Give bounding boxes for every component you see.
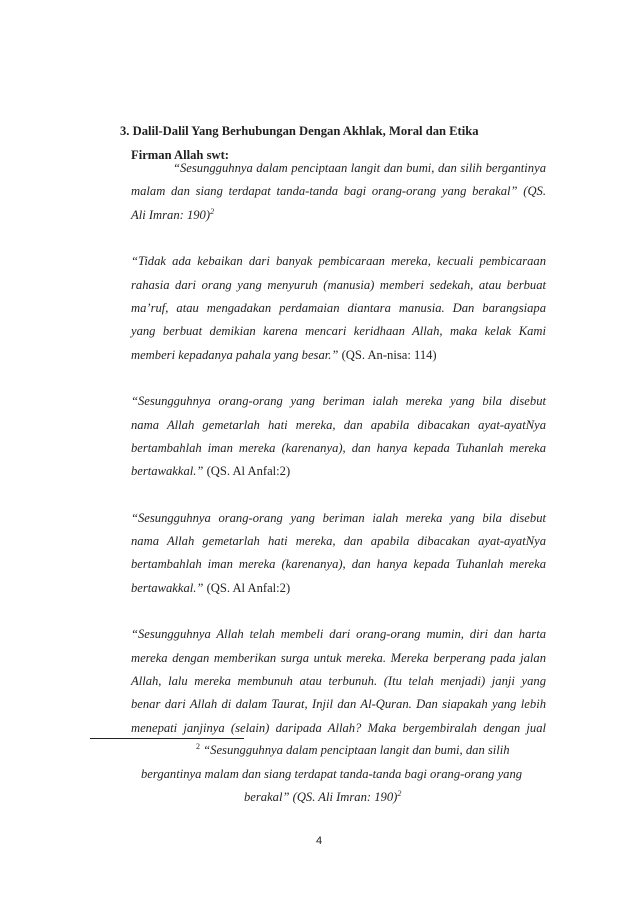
quote-3-citation: (QS. Al Anfal:2)	[203, 464, 291, 478]
quote-2-line-1: “Tidak ada kebaikan dari banyak pembicaraan mereka, kecuali pembicaraan	[131, 254, 546, 268]
quote-4-line-2: nama Allah gemetarlah hati mereka, dan apabila dibacakan ayat-ayatNya	[131, 534, 546, 548]
footnote-text-3: berakal” (QS. Ali Imran: 190)	[244, 790, 398, 804]
quote-4-citation: (QS. Al Anfal:2)	[203, 581, 291, 595]
quote-2-citation: (QS. An-nisa: 114)	[338, 348, 437, 362]
quote-3-line-4	[131, 463, 546, 479]
quote-2-line-4: yang berbuat demikian karena mencari keridhaan Allah, maka kelak Kami	[131, 324, 546, 338]
quote-2-line-5	[131, 347, 546, 363]
quote-4-line-1: “Sesungguhnya orang-orang yang beriman ialah mereka yang bila disebut	[131, 511, 546, 525]
footnote-ref-2: 2	[397, 788, 402, 798]
quote-1-ref: Ali Imran: 190)	[131, 208, 211, 222]
quote-2-line-3: ma’ruf, atau mengadakan perdamaian diantara manusia. Dan barangsiapa	[131, 301, 546, 315]
quote-1-line-3	[131, 207, 546, 223]
quote-5-line-1: “Sesungguhnya Allah telah membeli dari orang-orang mumin, diri dan harta	[131, 627, 546, 641]
quote-1-line-2: malam dan siang terdapat tanda-tanda bagi orang-orang yang berakal” (QS.	[131, 184, 546, 198]
footnote-text-1: “Sesungguhnya dalam penciptaan langit dan bumi, dan silih	[200, 743, 510, 757]
quote-5-line-2: mereka dengan memberikan surga untuk mereka. Mereka berperang pada jalan	[131, 651, 546, 665]
quote-3-line-2: nama Allah gemetarlah hati mereka, dan apabila dibacakan ayat-ayatNya	[131, 418, 546, 432]
quote-4-line-3: bertambahlah iman mereka (karenanya), dan hanya kepada Tuhanlah mereka	[131, 557, 546, 571]
quote-2-line-2: rahasia dari orang yang menyuruh (manusia) memberi sedekah, atau berbuat	[131, 278, 546, 292]
quote-3-line-3: bertambahlah iman mereka (karenanya), dan hanya kepada Tuhanlah mereka	[131, 441, 546, 455]
footnote-line-1	[196, 742, 510, 758]
page-number: 4	[315, 835, 323, 847]
footnote-line-3	[244, 789, 401, 805]
quote-2-end: memberi kepadanya pahala yang besar.”	[131, 348, 339, 362]
quote-5-line-5: menepati janjinya (selain) daripada Allah? Maka bergembiralah dengan jual	[131, 721, 546, 735]
quote-3-end: bertawakkal.”	[131, 464, 204, 478]
section-subheading: Firman Allah swt:	[131, 148, 229, 162]
quote-5-line-3: Allah, lalu mereka membunuh atau terbunuh. (Itu telah menjadi) janji yang	[131, 674, 546, 688]
quote-3-line-1: “Sesungguhnya orang-orang yang beriman ialah mereka yang bila disebut	[131, 394, 546, 408]
section-heading: 3. Dalil-Dalil Yang Berhubungan Dengan Akhlak, Moral dan Etika	[120, 124, 479, 138]
quote-4-end: bertawakkal.”	[131, 581, 204, 595]
footnote-ref: 2	[210, 206, 215, 216]
quote-4-line-4	[131, 580, 546, 596]
footnote-divider	[90, 738, 244, 739]
quote-5-line-4: benar dari Allah di dalam Taurat, Injil dan Al-Quran. Dan siapakah yang lebih	[131, 697, 546, 711]
footnote-line-2: bergantinya malam dan siang terdapat tanda-tanda bagi orang-orang yang	[141, 767, 523, 781]
footnote-marker: 2	[196, 741, 200, 751]
quote-1-line-1: “Sesungguhnya dalam penciptaan langit dan bumi, dan silih bergantinya	[173, 161, 546, 175]
